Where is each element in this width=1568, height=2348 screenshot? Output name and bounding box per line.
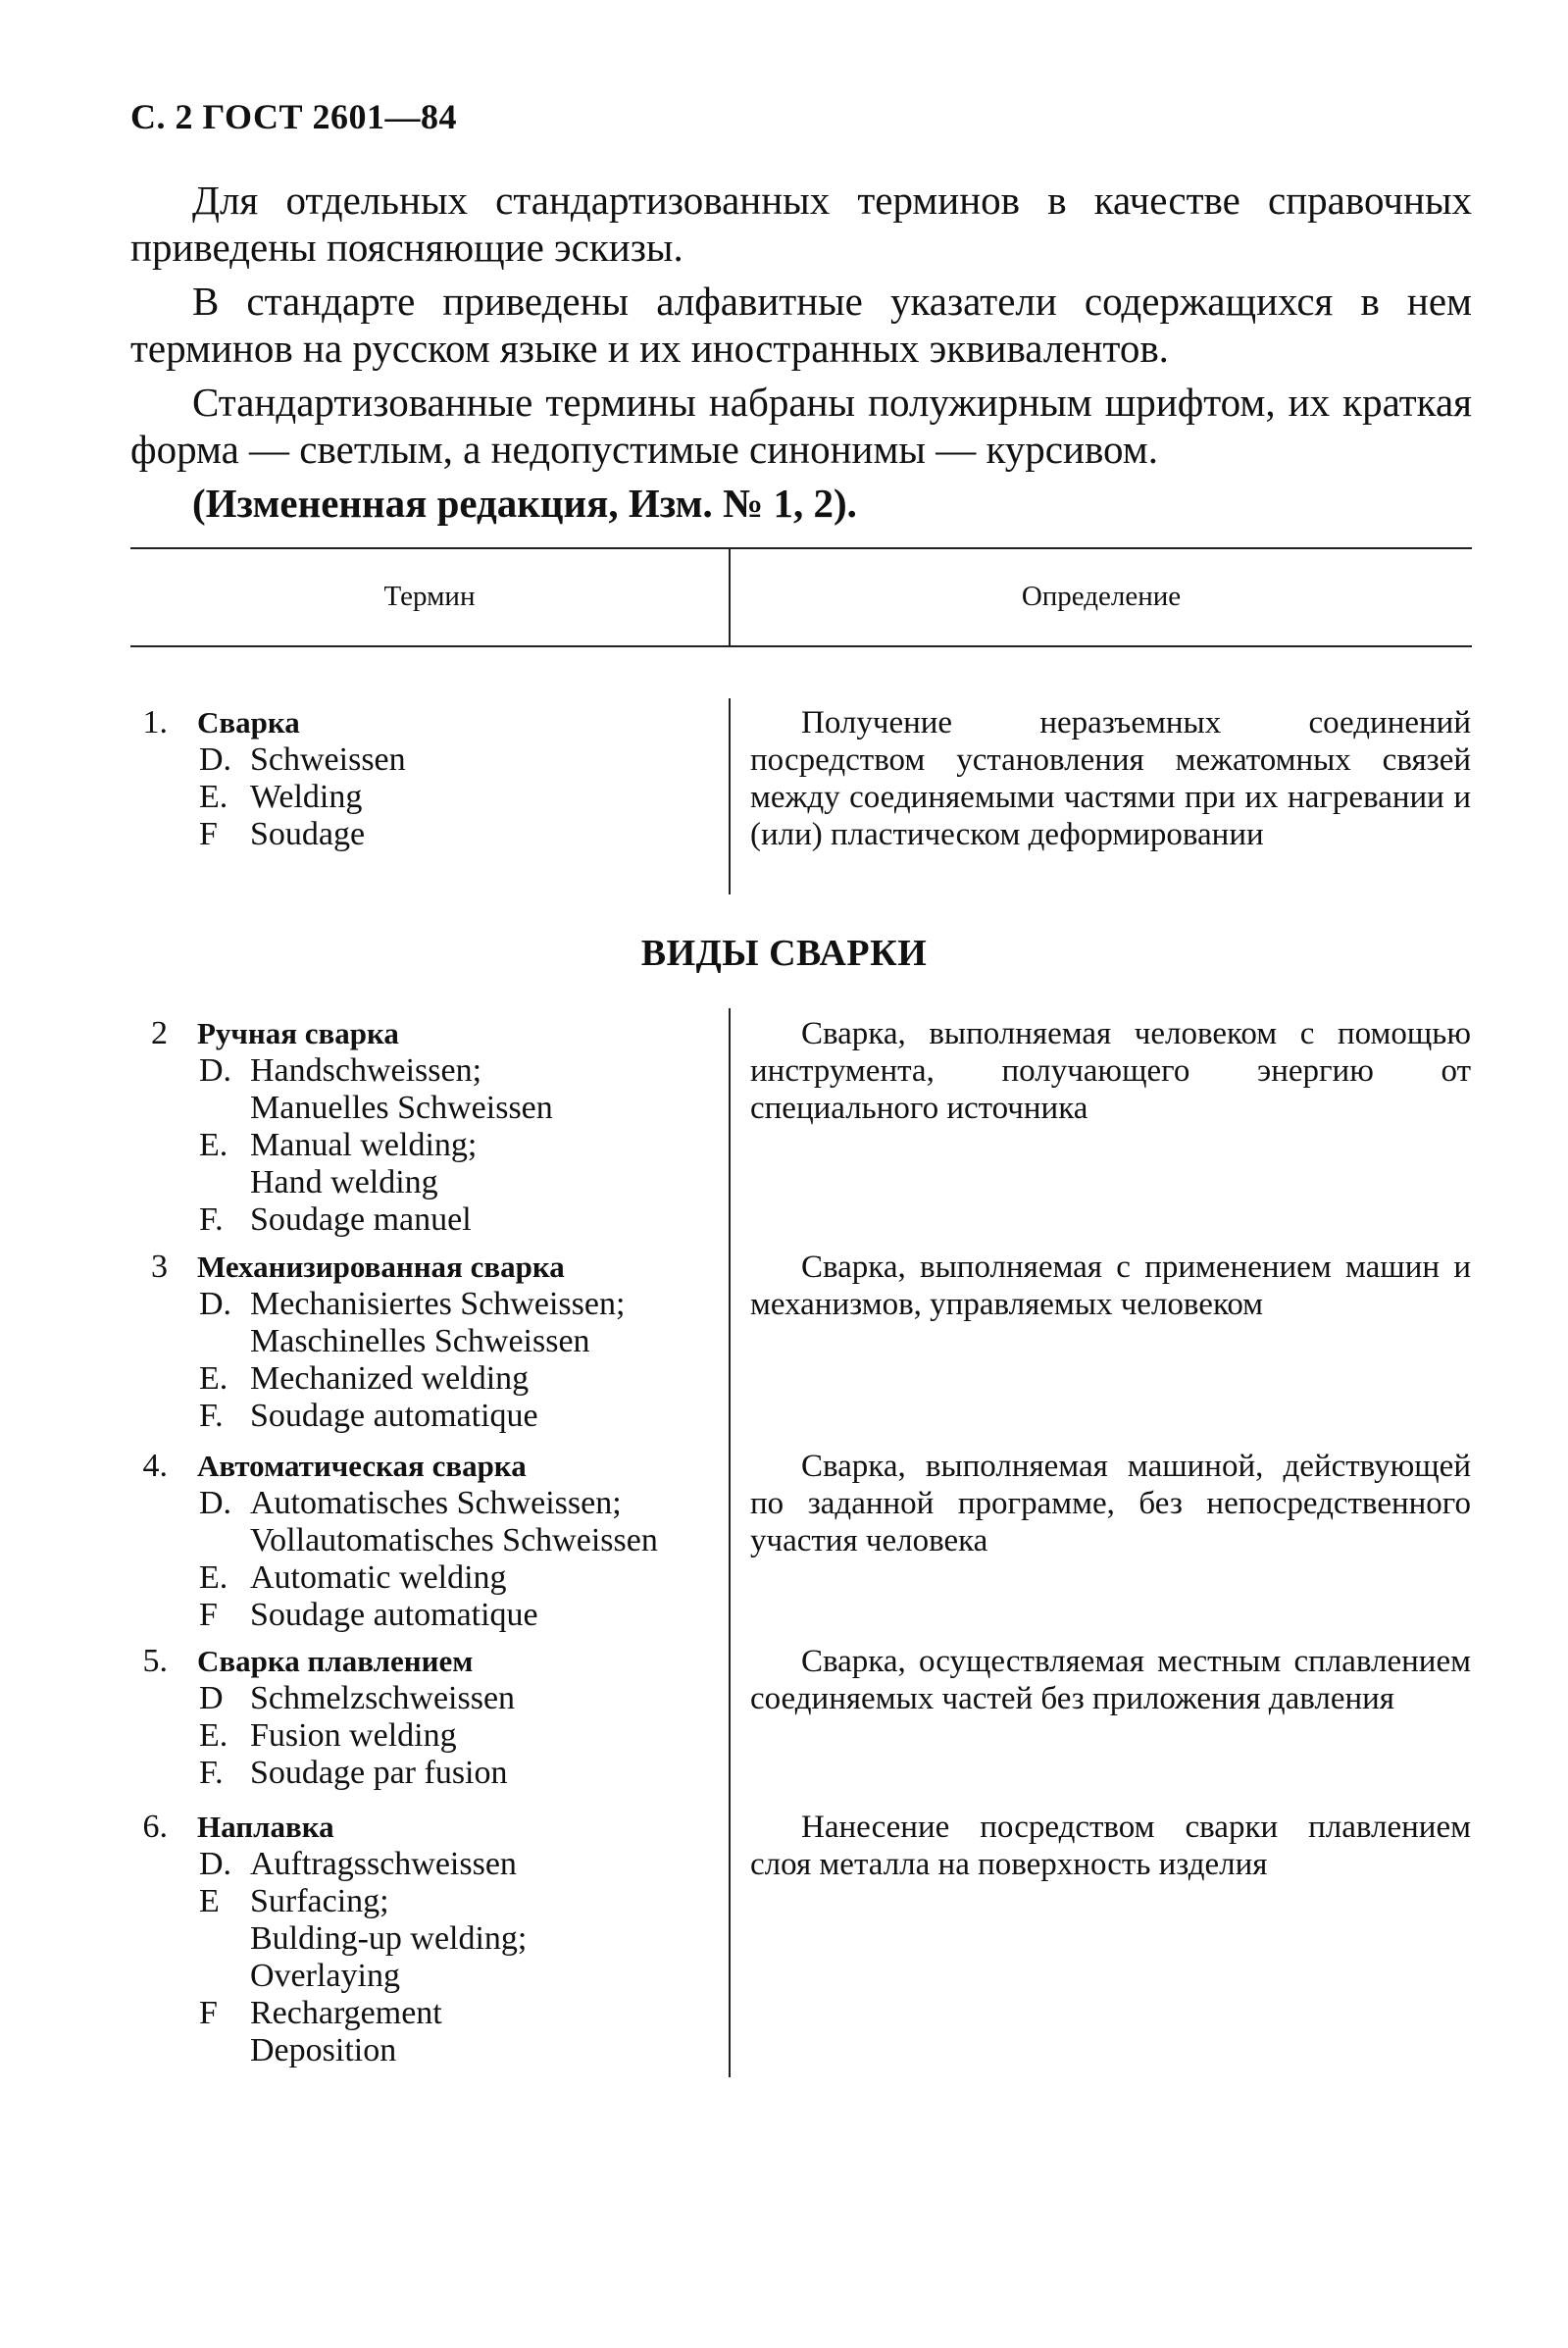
foreign-equivalent: Bulding-up welding; [250,1920,528,1957]
revision-note: (Измененная редакция, Изм. № 1, 2). [192,481,857,526]
term-number: 3 [151,1249,168,1285]
language-code: F. [199,1398,224,1434]
language-code: E. [199,779,228,815]
language-code: D [199,1680,224,1716]
foreign-equivalent: Vollautomatisches Schweissen [250,1522,658,1558]
column-divider-entries-2-6 [729,1008,731,2077]
foreign-equivalent: Soudage par fusion [250,1755,508,1791]
language-code: D. [199,741,232,778]
term-definition: Получение неразъемных соединений посредством установления межатомных связей между соединяемыми частями при их нагревании и (или) пластическом деформировании [750,705,1471,852]
language-code: E. [199,1127,228,1163]
language-code: E. [199,1559,228,1596]
foreign-equivalent: Soudage automatique [250,1398,538,1434]
foreign-equivalent: Manuelles Schweissen [250,1090,553,1126]
term-number: 5. [142,1643,168,1679]
intro-paragraph-1: Для отдельных стандартизованных терминов в качестве справочных приведены поясняющие эскизы. [130,178,1472,270]
term-number: 1. [142,704,168,740]
foreign-equivalent: Automatisches Schweissen; [250,1485,622,1521]
section-title: ВИДЫ СВАРКИ [640,933,928,974]
term-definition: Сварка, осуществляемая местным сплавлением соединяемых частей без приложения давления [750,1644,1471,1716]
language-code: E. [199,1717,228,1754]
term-title: Ручная сварка [197,1016,399,1050]
foreign-equivalent: Auftragsschweissen [250,1846,517,1882]
language-code: D. [199,1485,232,1521]
foreign-equivalent: Automatic welding [250,1559,507,1596]
term-definition: Сварка, выполняемая с применением машин и механизмов, управляемых человеком [750,1250,1471,1322]
intro-paragraph-3: Стандартизованные термины набраны полужирным шрифтом, их краткая форма — светлым, а недопустимые синонимы — курсивом. [130,380,1472,472]
language-code: F. [199,1755,224,1791]
foreign-equivalent: Soudage manuel [250,1201,472,1238]
term-title: Автоматическая сварка [197,1449,527,1483]
language-code: F [199,1597,218,1633]
term-definition: Нанесение посредством сварки плавлением слоя металла на поверхность изделия [750,1810,1471,1882]
term-title: Наплавка [197,1810,334,1844]
column-header-definition: Определение [1021,581,1182,612]
page-header: С. 2 ГОСТ 2601—84 [130,97,457,136]
column-header-term: Термин [383,581,476,612]
intro-paragraph-2: В стандарте приведены алфавитные указатели содержащихся в нем терминов на русском языке и их иностранных эквивалентов. [130,279,1472,371]
foreign-equivalent: Fusion welding [250,1717,457,1754]
foreign-equivalent: Hand welding [250,1164,438,1200]
term-number: 2 [151,1015,168,1051]
foreign-equivalent: Soudage automatique [250,1597,538,1633]
foreign-equivalent: Deposition [250,2032,397,2068]
foreign-equivalent: Soudage [250,816,366,852]
intro-text [130,177,1472,534]
foreign-equivalent: Schweissen [250,741,406,778]
term-number: 4. [142,1448,168,1484]
language-code: D. [199,1052,232,1089]
term-definition: Сварка, выполняемая машиной, действующей по заданной программе, без непосредственного участия человека [750,1449,1471,1558]
foreign-equivalent: Rechargement [250,1995,442,2031]
table-top-rule [130,547,1472,549]
language-code: D. [199,1286,232,1322]
language-code: F [199,816,218,852]
language-code: D. [199,1846,232,1882]
language-code: F [199,1995,218,2031]
term-title: Сварка [197,705,300,740]
language-code: E. [199,1360,228,1397]
foreign-equivalent: Welding [250,779,363,815]
term-title: Механизированная сварка [197,1250,565,1284]
foreign-equivalent: Mechanized welding [250,1360,530,1397]
foreign-equivalent: Handschweissen; [250,1052,482,1089]
term-number: 6. [142,1809,168,1845]
foreign-equivalent: Overlaying [250,1958,400,1994]
language-code: E [199,1883,220,1919]
foreign-equivalent: Mechanisiertes Schweissen; [250,1286,626,1322]
foreign-equivalent: Schmelzschweissen [250,1680,516,1716]
foreign-equivalent: Manual welding; [250,1127,478,1163]
language-code: F. [199,1201,224,1238]
foreign-equivalent: Surfacing; [250,1883,389,1919]
column-divider-entry-1 [729,698,731,894]
term-definition: Сварка, выполняемая человеком с помощью инструмента, получающего энергию от специального источника [750,1016,1471,1126]
table-header-rule [130,645,1472,647]
foreign-equivalent: Maschinelles Schweissen [250,1323,590,1359]
term-title: Сварка плавлением [197,1644,474,1678]
